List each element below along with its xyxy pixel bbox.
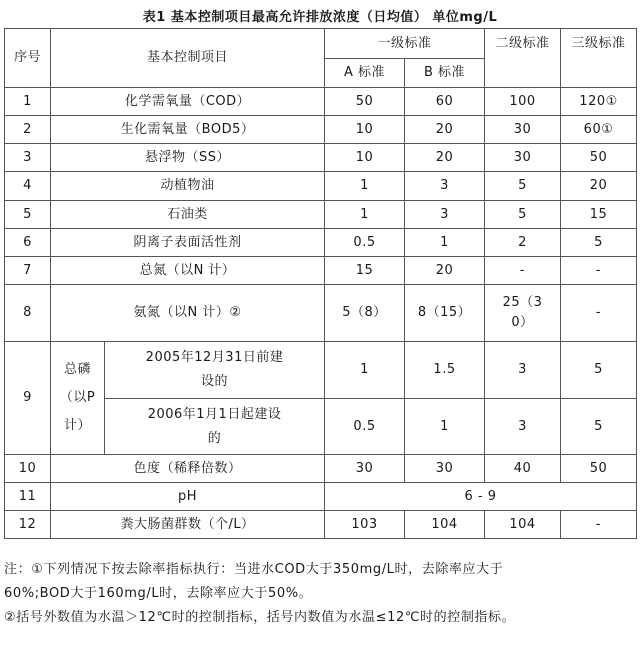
cell-level1-b: 8（15） (405, 285, 485, 342)
group-line1: 总磷 (63, 362, 91, 377)
table-row (5, 285, 637, 342)
cell-item: 悬浮物（SS） (51, 144, 325, 172)
cell-level3: 50 (561, 455, 637, 483)
cell-seq: 9 (5, 342, 51, 455)
note-line-3: ②括号外数值为水温＞12℃时的控制指标，括号内数值为水温≤12℃时的控制指标。 (4, 610, 516, 625)
cell-item: 色度（稀释倍数） (51, 455, 325, 483)
cell-level2: 3 (485, 399, 561, 455)
cell-level1-b: 20 (405, 144, 485, 172)
cell-level2: 104 (485, 511, 561, 539)
sub2-line2: 的 (207, 430, 222, 446)
cell-ph-range: 6 - 9 (325, 483, 637, 511)
cell-level1-b: 20 (405, 257, 485, 285)
header-item: 基本控制项目 (51, 29, 325, 88)
cell-seq: 4 (5, 172, 51, 201)
table-row (5, 342, 637, 399)
cell-level1-a: 30 (325, 455, 405, 483)
table-row (5, 229, 637, 257)
note-line-2: 60%;BOD大于160mg/L时，去除率应大于50%。 (4, 586, 313, 601)
table-row (5, 455, 637, 483)
cell-level1-a: 103 (325, 511, 405, 539)
cell-level3: 15 (561, 201, 637, 229)
cell-level1-a: 15 (325, 257, 405, 285)
cell-level3: 5 (561, 229, 637, 257)
cell-level1-a: 10 (325, 144, 405, 172)
sub1-line1: 2005年12月31日前建 (145, 350, 284, 365)
sub2-line1: 2006年1月1日起建设 (147, 406, 282, 422)
cell-level2-line1: 25（3 (502, 295, 543, 310)
header-level2: 二级标准 (485, 29, 561, 88)
cell-level1-b: 3 (405, 201, 485, 229)
cell-level3: 5 (561, 399, 637, 455)
table-row (5, 172, 637, 201)
table-notes (4, 558, 636, 630)
table-row (5, 144, 637, 172)
cell-seq: 10 (5, 455, 51, 483)
cell-item: pH (51, 483, 325, 511)
cell-item: 石油类 (51, 201, 325, 229)
table-row (5, 116, 637, 144)
cell-level2: 30 (485, 116, 561, 144)
cell-level3: - (561, 285, 637, 342)
table-row (5, 88, 637, 116)
cell-seq: 8 (5, 285, 51, 342)
cell-level2: 40 (485, 455, 561, 483)
cell-level1-b: 1 (405, 399, 485, 455)
cell-level1-a: 5（8） (325, 285, 405, 342)
cell-level2 (485, 285, 561, 342)
header-seq: 序号 (5, 29, 51, 88)
header-level3: 三级标准 (561, 29, 637, 88)
cell-level1-a: 1 (325, 201, 405, 229)
header-level1-a: A 标准 (325, 59, 405, 88)
table-row (5, 201, 637, 229)
cell-item: 阴离子表面活性剂 (51, 229, 325, 257)
cell-item: 化学需氧量（COD） (51, 88, 325, 116)
cell-item: 氨氮（以N 计）② (51, 285, 325, 342)
cell-seq: 5 (5, 201, 51, 229)
cell-level3: - (561, 511, 637, 539)
discharge-standards-table (4, 28, 637, 539)
cell-level1-a: 0.5 (325, 229, 405, 257)
cell-level1-b: 1.5 (405, 342, 485, 399)
cell-seq: 1 (5, 88, 51, 116)
cell-level3: 5 (561, 342, 637, 399)
cell-level1-a: 50 (325, 88, 405, 116)
cell-level2: 3 (485, 342, 561, 399)
sub1-line2: 设的 (201, 374, 229, 389)
cell-seq: 12 (5, 511, 51, 539)
group-line3: 计） (63, 418, 91, 433)
cell-level3: 50 (561, 144, 637, 172)
cell-level1-b: 104 (405, 511, 485, 539)
cell-seq: 3 (5, 144, 51, 172)
cell-seq: 2 (5, 116, 51, 144)
header-level1: 一级标准 (325, 29, 485, 59)
cell-item: 总氮（以N 计） (51, 257, 325, 285)
table-row (5, 257, 637, 285)
cell-level1-a: 1 (325, 342, 405, 399)
cell-seq: 6 (5, 229, 51, 257)
cell-level2: 100 (485, 88, 561, 116)
cell-level2: 5 (485, 201, 561, 229)
cell-level1-b: 20 (405, 116, 485, 144)
cell-item-before-2005 (105, 342, 325, 399)
cell-seq: 7 (5, 257, 51, 285)
cell-item: 动植物油 (51, 172, 325, 201)
table-row (5, 483, 637, 511)
cell-group-total-phosphorus (51, 342, 105, 455)
cell-level1-a: 0.5 (325, 399, 405, 455)
cell-item: 粪大肠菌群数（个/L） (51, 511, 325, 539)
cell-level2-line2: 0） (511, 315, 534, 330)
header-level1-b: B 标准 (405, 59, 485, 88)
cell-level1-b: 3 (405, 172, 485, 201)
cell-level1-a: 10 (325, 116, 405, 144)
table-row (5, 511, 637, 539)
cell-seq: 11 (5, 483, 51, 511)
cell-level1-b: 1 (405, 229, 485, 257)
cell-level1-b: 60 (405, 88, 485, 116)
note-line-1: 注：①下列情况下按去除率指标执行：当进水COD大于350mg/L时，去除率应大于 (4, 562, 504, 577)
group-line2: （以P (59, 390, 96, 405)
cell-level2: 30 (485, 144, 561, 172)
cell-level1-a: 1 (325, 172, 405, 201)
cell-level2: 2 (485, 229, 561, 257)
cell-item-after-2006 (105, 399, 325, 455)
cell-level3: 20 (561, 172, 637, 201)
cell-level3: - (561, 257, 637, 285)
cell-item: 生化需氧量（BOD5） (51, 116, 325, 144)
cell-level3: 120① (561, 88, 637, 116)
cell-level2: 5 (485, 172, 561, 201)
table-caption: 表1 基本控制项目最高允许排放浓度（日均值） 单位mg/L (142, 10, 498, 25)
cell-level2: - (485, 257, 561, 285)
cell-level3: 60① (561, 116, 637, 144)
cell-level1-b: 30 (405, 455, 485, 483)
